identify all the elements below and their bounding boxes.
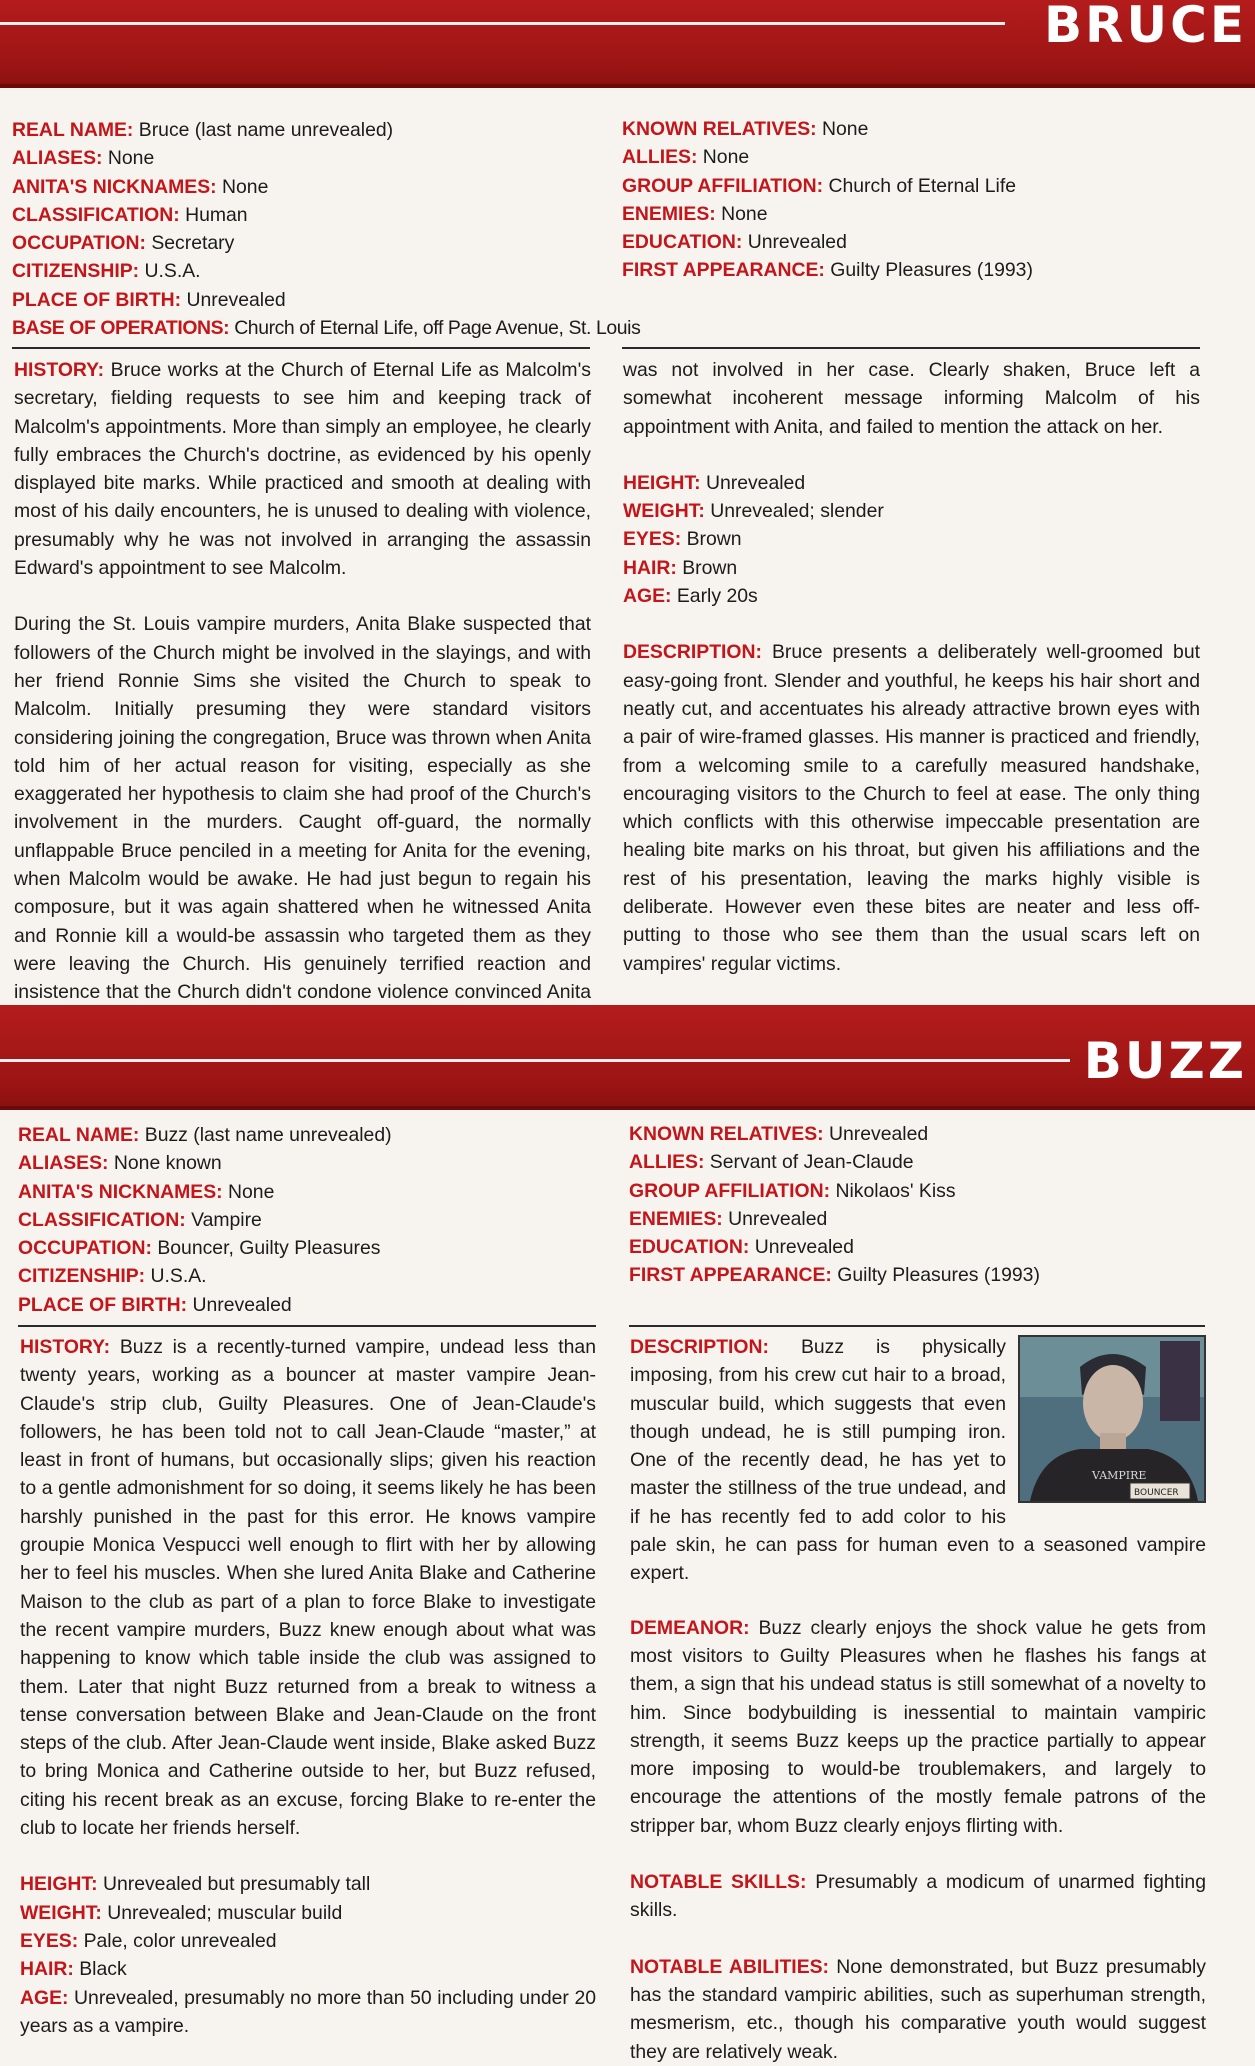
field-nicknames: ANITA'S NICKNAMES: None bbox=[12, 175, 269, 198]
field-hair: HAIR: Black bbox=[20, 1958, 127, 1981]
history-paragraph: HISTORY: Buzz is a recently-turned vampire, undead less than twenty years, working as a bouncer at master vampire Jean-Claude's strip club, Guilty Pleasures. One of Jean-Claude's followers, he has been told not to call Jean-Claude “master,” at least in front of humans, but occasionally slips; given his reaction to a gentle admonishment for so doing, it seems likely he has been harshly punished in the past for this error. He knows vampire groupie Monica Vespucci well enough to flirt with her by allowing her to feel his muscles. When she lured Anita Blake and Catherine Maison to the club as part of a plan to force Blake to investigate the recent vampire murders, Buzz knew enough about what was happening to know which table inside the club was assigned to them. Later that night Buzz returned from a break to witness a tense conversation between Blake and Jean-Claude on the front steps of the club. After Jean-Claude went inside, Blake asked Buzz to bring Monica and Catherine outside to her, but Buzz refused, citing his recent break as an excuse, forcing Blake to re-enter the club to locate her friends herself. bbox=[20, 1336, 596, 1840]
field-education: EDUCATION: Unrevealed bbox=[629, 1236, 854, 1259]
field-allies: ALLIES: Servant of Jean-Claude bbox=[629, 1151, 914, 1174]
field-group-affiliation: GROUP AFFILIATION: Nikolaos' Kiss bbox=[629, 1179, 956, 1202]
field-classification: CLASSIFICATION: Vampire bbox=[18, 1208, 262, 1231]
field-known-relatives: KNOWN RELATIVES: Unrevealed bbox=[629, 1123, 929, 1145]
field-real-name: REAL NAME: Buzz (last name unrevealed) bbox=[18, 1124, 392, 1146]
description-paragraph: DESCRIPTION: Bruce presents a deliberately well-groomed but easy-going front. Slender and youthful, he keeps his hair short and neatly cut, and accentuates his already attractive brown eyes with a pair of wire-framed glasses. His manner is practiced and friendly, from a welcoming smile to a carefully measured handshake, encouraging visitors to the Church to feel at ease. The only thing which conflicts with this otherwise impeccable presentation are healing bite marks on his throat, but given his affiliations and the rest of his presentation, leaving the marks highly visible is deliberate. However even these bites are neater and less off-putting to those who see them than the usual scars left on vampires' regular victims. bbox=[623, 641, 1200, 975]
field-eyes: EYES: Pale, color unrevealed bbox=[20, 1929, 277, 1952]
bruce-right-body bbox=[623, 356, 1200, 978]
banner-rule bbox=[0, 1059, 1070, 1062]
history-paragraph: HISTORY: Bruce works at the Church of Eternal Life as Malcolm's secretary, fielding requests to see him and keeping track of Malcolm's appointments. More than simply an employee, he clearly fully embraces the Church's doctrine, as evidenced by his openly displayed bite marks. While practiced and smooth at dealing with most of his daily encounters, he is unused to dealing with violence, presumably why he was not involved in arranging the assassin Edward's appointment to see Malcolm. bbox=[14, 359, 591, 580]
field-height: HEIGHT: Unrevealed bbox=[623, 471, 806, 494]
field-enemies: ENEMIES: None bbox=[622, 202, 768, 225]
field-aliases: ALIASES: None bbox=[12, 147, 155, 170]
divider bbox=[622, 347, 1200, 349]
description-paragraph: DESCRIPTION: Buzz is physically imposing, from his crew cut hair to a broad, muscular build, which suggests that even though undead, he is still pumping iron. One of the recently dead, he has yet to master the stillness of the true undead, and if he has recently fed to add color to his pale skin, he can pass for human even to a seasoned vampire expert. bbox=[630, 1336, 1206, 1585]
field-real-name: REAL NAME: Bruce (last name unrevealed) bbox=[12, 119, 394, 141]
bruce-banner-title: BRUCE bbox=[1043, 0, 1247, 54]
buzz-right-body bbox=[630, 1333, 1206, 2066]
buzz-right-fields bbox=[629, 1120, 1209, 1290]
bruce-right-fields bbox=[622, 115, 1202, 285]
field-weight: WEIGHT: Unrevealed; muscular build bbox=[20, 1901, 343, 1924]
field-age: AGE: Unrevealed, presumably no more than 50 including under 20 years as a vampire. bbox=[20, 1986, 597, 2037]
field-known-relatives: KNOWN RELATIVES: None bbox=[622, 118, 869, 140]
field-eyes: EYES: Brown bbox=[623, 528, 742, 551]
buzz-left-body bbox=[20, 1333, 596, 2040]
skills-paragraph: NOTABLE SKILLS: Presumably a modicum of unarmed fighting skills. bbox=[630, 1871, 1206, 1922]
demeanor-paragraph: DEMEANOR: Buzz clearly enjoys the shock value he gets from most visitors to Guilty Pleasures when he flashes his fangs at them, a sign that his undead status is still somewhat of a novelty to him. Since bodybuilding is inessential to maintain vampiric strength, it seems Buzz keeps up the practice partially to appear more imposing to would-be troublemakers, and largely to encourage the attentions of the mostly female patrons of the stripper bar, whom Buzz clearly enjoys flirting with. bbox=[630, 1616, 1206, 1837]
field-citizenship: CITIZENSHIP: U.S.A. bbox=[12, 260, 201, 283]
field-occupation: OCCUPATION: Bouncer, Guilty Pleasures bbox=[18, 1237, 381, 1260]
field-first-appearance: FIRST APPEARANCE: Guilty Pleasures (1993) bbox=[622, 259, 1033, 282]
field-first-appearance: FIRST APPEARANCE: Guilty Pleasures (1993) bbox=[629, 1264, 1040, 1287]
bruce-left-fields bbox=[12, 116, 641, 342]
bruce-banner bbox=[0, 0, 1255, 88]
buzz-portrait-image bbox=[1018, 1335, 1206, 1503]
field-place-of-birth: PLACE OF BIRTH: Unrevealed bbox=[12, 288, 286, 311]
abilities-paragraph: NOTABLE ABILITIES: None demonstrated, but Buzz presumably has the standard vampiric abilities, such as superhuman strength, mesmerism, etc., though his comparative youth would suggest they are relatively weak. bbox=[630, 1955, 1207, 2063]
portrait-badge-text: BOUNCER bbox=[1134, 1488, 1179, 1498]
bruce-history bbox=[14, 356, 591, 1035]
buzz-portrait-illustration bbox=[1020, 1337, 1204, 1501]
field-aliases: ALIASES: None known bbox=[18, 1152, 222, 1175]
divider bbox=[12, 347, 590, 349]
field-nicknames: ANITA'S NICKNAMES: None bbox=[18, 1180, 275, 1203]
field-height: HEIGHT: Unrevealed but presumably tall bbox=[20, 1873, 371, 1896]
divider bbox=[18, 1325, 596, 1327]
field-hair: HAIR: Brown bbox=[623, 556, 738, 579]
divider bbox=[629, 1325, 1205, 1327]
buzz-banner bbox=[0, 1005, 1255, 1110]
field-enemies: ENEMIES: Unrevealed bbox=[629, 1207, 828, 1230]
history-continued: was not involved in her case. Clearly shaken, Bruce left a somewhat incoherent message informing Malcolm of his appointment with Anita, and failed to mention the attack on her. bbox=[623, 359, 1200, 438]
banner-rule bbox=[0, 22, 1005, 25]
buzz-banner-title: BUZZ bbox=[1083, 1032, 1247, 1090]
field-allies: ALLIES: None bbox=[622, 146, 750, 169]
buzz-left-fields bbox=[18, 1121, 598, 1319]
field-base-of-operations: BASE OF OPERATIONS: Church of Eternal Life, off Page Avenue, St. Louis bbox=[12, 317, 641, 340]
field-group-affiliation: GROUP AFFILIATION: Church of Eternal Life bbox=[622, 174, 1017, 197]
field-occupation: OCCUPATION: Secretary bbox=[12, 232, 235, 255]
field-education: EDUCATION: Unrevealed bbox=[622, 231, 847, 254]
history-paragraph: During the St. Louis vampire murders, Anita Blake suspected that followers of the Church might be involved in the slayings, and with her friend Ronnie Sims she visited the Church to speak to Malcolm. Initially presuming they were standard visitors considering joining the congregation, Bruce was thrown when Anita told him of her actual reason for visiting, especially as she exaggerated her hypothesis to claim she had proof of the Church's involvement in the murders. Caught off-guard, the normally unflappable Bruce penciled in a meeting for Anita for the evening, when Malcolm would be awake. He had just begun to regain his composure, but it was again shattered when he witnessed Anita and Ronnie kill a would-be assassin who targeted them as they were leaving the Church. His genuinely terrified reaction and insistence that the Church didn't condone violence convinced Anita bbox=[14, 613, 591, 1004]
field-citizenship: CITIZENSHIP: U.S.A. bbox=[18, 1265, 207, 1288]
field-classification: CLASSIFICATION: Human bbox=[12, 203, 248, 226]
portrait-shirt-text: VAMPIRE bbox=[1092, 1469, 1147, 1482]
field-age: AGE: Early 20s bbox=[623, 585, 758, 608]
field-place-of-birth: PLACE OF BIRTH: Unrevealed bbox=[18, 1293, 292, 1316]
field-weight: WEIGHT: Unrevealed; slender bbox=[623, 500, 884, 523]
